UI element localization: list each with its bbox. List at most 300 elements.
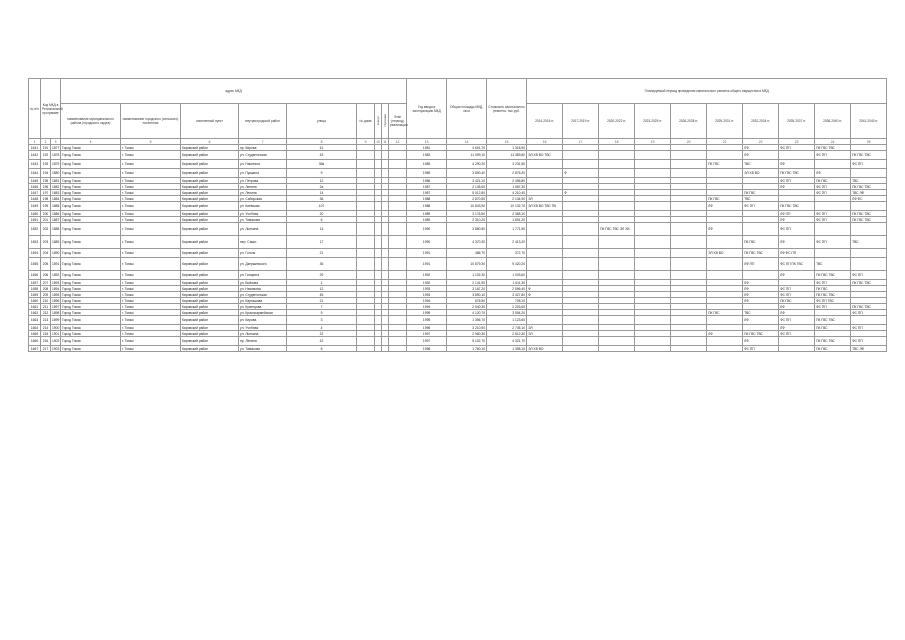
- table-cell[interactable]: 42: [287, 337, 357, 346]
- table-cell[interactable]: 1887: [52, 217, 60, 222]
- table-cell[interactable]: 1656: [29, 271, 41, 280]
- table-cell[interactable]: ул. Тимакова: [239, 346, 287, 352]
- table-cell[interactable]: 4 321,70: [487, 337, 527, 346]
- table-cell[interactable]: 1646: [29, 184, 41, 190]
- table-cell[interactable]: [375, 236, 382, 249]
- table-cell[interactable]: 4 601,70: [447, 145, 487, 151]
- table-cell[interactable]: [707, 151, 743, 160]
- table-cell[interactable]: ул. Петрова: [239, 178, 287, 184]
- table-cell[interactable]: ПК ГВС: [815, 346, 851, 352]
- table-cell[interactable]: 1647: [29, 190, 41, 196]
- table-cell[interactable]: Город Томск: [61, 196, 121, 202]
- table-cell[interactable]: 1652: [29, 223, 41, 236]
- table-cell[interactable]: ФС ПП: [779, 145, 815, 151]
- table-cell[interactable]: [382, 271, 389, 280]
- table-cell[interactable]: 21: [287, 249, 357, 258]
- table-cell[interactable]: ФС ПП: [851, 160, 887, 169]
- table-cell[interactable]: [599, 249, 635, 258]
- table-cell[interactable]: 191: [41, 145, 51, 151]
- table-cell[interactable]: ПК ГВС ТВС: [851, 184, 887, 190]
- table-cell[interactable]: Кировский район: [181, 151, 239, 160]
- table-cell[interactable]: [563, 236, 599, 249]
- table-cell[interactable]: 1989: [407, 217, 447, 223]
- table-cell[interactable]: [779, 151, 815, 160]
- table-cell[interactable]: 2 596,40: [487, 286, 527, 292]
- table-cell[interactable]: 199: [41, 202, 51, 211]
- table-cell[interactable]: [815, 202, 851, 211]
- table-cell[interactable]: г. Томск: [121, 190, 181, 196]
- table-cell[interactable]: ПК ГВС ТВС: [851, 304, 887, 310]
- table-cell[interactable]: 1992: [407, 271, 447, 280]
- table-cell[interactable]: 1655: [29, 258, 41, 271]
- table-cell[interactable]: [357, 258, 375, 271]
- table-cell[interactable]: ЛФ: [779, 310, 815, 316]
- table-cell[interactable]: Город Томск: [61, 286, 121, 292]
- table-cell[interactable]: ПК ГВС: [743, 190, 779, 196]
- table-cell[interactable]: ПК ГВС ТВС ЭЛ ХВ: [599, 223, 635, 236]
- table-cell[interactable]: 10 132,70: [487, 202, 527, 211]
- table-cell[interactable]: ПК ГВС: [815, 325, 851, 331]
- table-cell[interactable]: ул. Карташова: [239, 298, 287, 304]
- table-cell[interactable]: ПК ГВС ТВС: [743, 249, 779, 258]
- table-cell[interactable]: ул. Кирова: [239, 316, 287, 325]
- table-cell[interactable]: г. Томск: [121, 169, 181, 178]
- table-cell[interactable]: 1661: [29, 304, 41, 310]
- table-cell[interactable]: [527, 316, 563, 325]
- table-cell[interactable]: 21: [287, 298, 357, 304]
- table-cell[interactable]: 1644: [29, 169, 41, 178]
- table-cell[interactable]: 20: [287, 211, 357, 217]
- table-cell[interactable]: 1989: [407, 211, 447, 217]
- table-cell[interactable]: 1 358,10: [487, 346, 527, 352]
- table-cell[interactable]: [382, 151, 389, 160]
- table-cell[interactable]: [563, 249, 599, 258]
- table-cell[interactable]: [382, 316, 389, 325]
- table-cell[interactable]: 2 134,90: [487, 196, 527, 202]
- table-cell[interactable]: ТВС: [851, 236, 887, 249]
- table-cell[interactable]: 194: [41, 169, 51, 178]
- table-cell[interactable]: [599, 271, 635, 280]
- table-cell[interactable]: 3 176,50: [447, 211, 487, 217]
- table-cell[interactable]: ЛФ ФС ПП: [779, 249, 815, 258]
- table-cell[interactable]: ФС ПП: [815, 211, 851, 217]
- table-cell[interactable]: ПК ГВС: [707, 160, 743, 169]
- table-cell[interactable]: ЛФ: [779, 160, 815, 169]
- table-cell[interactable]: 1899: [51, 316, 61, 325]
- table-cell[interactable]: [563, 271, 599, 280]
- table-cell[interactable]: г. Томск: [121, 298, 181, 304]
- table-cell[interactable]: [357, 249, 375, 258]
- table-cell[interactable]: ПК ГВС ТВС: [851, 280, 887, 286]
- table-cell[interactable]: 193: [41, 160, 51, 169]
- table-cell[interactable]: 1662: [29, 310, 41, 316]
- table-cell[interactable]: ЛФ: [743, 337, 779, 346]
- table-cell[interactable]: г. Томск: [121, 249, 181, 258]
- table-cell[interactable]: Кировский район: [181, 236, 239, 249]
- table-cell[interactable]: ЛФ: [779, 271, 815, 280]
- table-cell[interactable]: 1890: [51, 249, 61, 258]
- table-cell[interactable]: [707, 337, 743, 346]
- table-cell[interactable]: ПК ГВС: [707, 310, 743, 316]
- table-cell[interactable]: 1879: [51, 160, 61, 169]
- table-cell[interactable]: Кировский район: [181, 196, 239, 202]
- table-cell[interactable]: 2 876,20: [487, 169, 527, 178]
- table-cell[interactable]: 3 890,40: [447, 169, 487, 178]
- table-cell[interactable]: 208: [41, 286, 51, 292]
- table-cell[interactable]: [707, 316, 743, 325]
- table-cell[interactable]: ул. Войкова: [239, 280, 287, 286]
- table-cell[interactable]: [743, 223, 779, 236]
- table-cell[interactable]: 1897: [52, 304, 60, 309]
- table-cell[interactable]: Кировский район: [181, 145, 239, 151]
- table-cell[interactable]: Город Томск: [61, 271, 121, 280]
- table-cell[interactable]: Город Томск: [61, 211, 121, 217]
- table-cell[interactable]: ул. Студенческая: [239, 151, 287, 160]
- table-cell[interactable]: [357, 271, 375, 280]
- table-cell[interactable]: г. Томск: [121, 304, 181, 310]
- table-cell[interactable]: 3 167,20: [447, 286, 487, 292]
- table-cell[interactable]: 1895: [52, 292, 60, 297]
- table-cell[interactable]: ПК ГВС ТВС: [815, 337, 851, 346]
- table-cell[interactable]: 705,10: [487, 298, 527, 304]
- table-cell[interactable]: Город Томск: [61, 331, 121, 337]
- table-cell[interactable]: г. Томск: [121, 211, 181, 217]
- table-cell[interactable]: 1654: [29, 249, 41, 258]
- table-cell[interactable]: Город Томск: [61, 298, 121, 304]
- table-cell[interactable]: [375, 271, 382, 280]
- table-cell[interactable]: 4 120,70: [447, 310, 487, 316]
- table-cell[interactable]: 1886: [52, 211, 60, 216]
- table-cell[interactable]: [382, 249, 389, 258]
- table-cell[interactable]: ЛФ: [815, 169, 851, 178]
- table-cell[interactable]: [389, 337, 407, 346]
- table-cell[interactable]: 2 456,80: [487, 178, 527, 184]
- table-cell[interactable]: [375, 337, 382, 346]
- table-cell[interactable]: Кировский район: [181, 184, 239, 190]
- table-cell[interactable]: ЭЛ: [527, 196, 563, 202]
- table-cell[interactable]: 3 880,50: [447, 223, 487, 236]
- table-cell[interactable]: 7: [287, 304, 357, 310]
- table-cell[interactable]: 1894: [52, 286, 60, 291]
- table-cell[interactable]: ФС ПП ПК ГВС: [779, 258, 815, 271]
- table-cell[interactable]: Город Томск: [61, 217, 121, 223]
- table-cell[interactable]: 1 123,60: [487, 316, 527, 325]
- table-cell[interactable]: ЛФ ФС: [851, 196, 887, 202]
- table-cell[interactable]: ул. Лыткина: [239, 223, 287, 236]
- table-cell[interactable]: г. Томск: [121, 292, 181, 298]
- table-cell[interactable]: 1663: [29, 316, 41, 325]
- table-cell[interactable]: 1900: [52, 325, 60, 330]
- table-cell[interactable]: Ф: [563, 169, 599, 178]
- table-cell[interactable]: ПК ГВС: [743, 236, 779, 249]
- table-cell[interactable]: 9: [287, 310, 357, 316]
- table-cell[interactable]: Город Томск: [61, 202, 121, 211]
- table-cell[interactable]: 1 771,50: [487, 223, 527, 236]
- table-cell[interactable]: 2 870,50: [447, 196, 487, 202]
- table-cell[interactable]: ФС ПП: [815, 184, 851, 190]
- table-cell[interactable]: ФС ПП: [851, 337, 887, 346]
- table-cell[interactable]: ФС ПП: [779, 316, 815, 325]
- table-cell[interactable]: ПК ГВС ТВС: [851, 217, 887, 223]
- table-cell[interactable]: 1650: [29, 211, 41, 217]
- table-cell[interactable]: 4: [287, 325, 357, 331]
- table-cell[interactable]: ПК ГВС: [815, 286, 851, 292]
- table-cell[interactable]: 217: [41, 346, 51, 352]
- table-cell[interactable]: ЭЛ ХВ ВО ТВС: [527, 151, 563, 160]
- table-cell[interactable]: ЭЛ: [527, 325, 563, 331]
- table-cell[interactable]: [563, 202, 599, 211]
- table-cell[interactable]: 9: [287, 169, 357, 178]
- table-cell[interactable]: Город Томск: [61, 184, 121, 190]
- table-cell[interactable]: 1992: [407, 280, 447, 286]
- table-cell[interactable]: [563, 316, 599, 325]
- table-cell[interactable]: ПК ГВС ТВС: [815, 271, 851, 280]
- table-cell[interactable]: ФС ПП: [743, 202, 779, 211]
- table-cell[interactable]: 10 879,30: [447, 258, 487, 271]
- table-cell[interactable]: 1649: [29, 202, 41, 211]
- table-cell[interactable]: ЛФ: [707, 202, 743, 211]
- table-cell[interactable]: 1987: [407, 184, 447, 190]
- table-cell[interactable]: 1988: [407, 196, 447, 202]
- table-cell[interactable]: [815, 223, 851, 236]
- table-cell[interactable]: [527, 337, 563, 346]
- table-cell[interactable]: пер. Сакко: [239, 236, 287, 249]
- table-cell[interactable]: [382, 160, 389, 169]
- table-cell[interactable]: ул. Красноармейская: [239, 310, 287, 316]
- table-cell[interactable]: ПК ГВС ТВС: [779, 202, 815, 211]
- table-cell[interactable]: Ф: [527, 292, 563, 298]
- table-cell[interactable]: ЛФ: [743, 298, 779, 304]
- table-cell[interactable]: 1877: [52, 145, 60, 150]
- table-cell[interactable]: [707, 169, 743, 178]
- table-cell[interactable]: 197: [41, 190, 51, 196]
- table-cell[interactable]: [635, 258, 671, 271]
- table-cell[interactable]: [707, 346, 743, 352]
- table-cell[interactable]: 1665: [29, 331, 41, 337]
- table-cell[interactable]: ЭЛ ХВ ВО: [743, 169, 779, 178]
- table-cell[interactable]: 1893: [52, 280, 60, 285]
- table-cell[interactable]: г. Томск: [121, 236, 181, 249]
- table-cell[interactable]: г. Томск: [121, 196, 181, 202]
- table-cell[interactable]: Город Томск: [61, 258, 121, 271]
- table-cell[interactable]: 12: [287, 178, 357, 184]
- table-cell[interactable]: ПК ГВС ТВС: [779, 169, 815, 178]
- table-cell[interactable]: 205: [41, 258, 51, 271]
- table-cell[interactable]: ул. Студенческая: [239, 292, 287, 298]
- table-cell[interactable]: Город Томск: [61, 280, 121, 286]
- table-cell[interactable]: 11 099,10: [447, 151, 487, 160]
- table-cell[interactable]: [389, 202, 407, 211]
- table-cell[interactable]: ФС ПП ТВС: [815, 298, 851, 304]
- table-cell[interactable]: 210: [41, 298, 51, 304]
- table-cell[interactable]: ФС ПП: [815, 304, 851, 310]
- table-cell[interactable]: 2 203,60: [487, 304, 527, 310]
- table-cell[interactable]: 1641: [29, 145, 41, 151]
- table-cell[interactable]: [389, 151, 407, 160]
- table-cell[interactable]: [779, 346, 815, 352]
- table-cell[interactable]: [671, 258, 707, 271]
- table-cell[interactable]: [389, 346, 407, 352]
- table-cell[interactable]: г. Томск: [121, 271, 181, 280]
- table-cell[interactable]: 195: [41, 178, 51, 184]
- table-cell[interactable]: 1990: [407, 236, 447, 249]
- table-cell[interactable]: ПК ГВС: [815, 178, 851, 184]
- table-cell[interactable]: 1990: [407, 223, 447, 236]
- table-cell[interactable]: пр. Кирова: [239, 145, 287, 151]
- table-cell[interactable]: Кировский район: [181, 249, 239, 258]
- table-cell[interactable]: Город Томск: [61, 337, 121, 346]
- table-cell[interactable]: ул. Дзержинского: [239, 258, 287, 271]
- table-cell[interactable]: 4 290,20: [447, 160, 487, 169]
- table-cell[interactable]: г. Томск: [121, 160, 181, 169]
- table-cell[interactable]: Город Томск: [61, 236, 121, 249]
- table-cell[interactable]: 204: [41, 249, 51, 258]
- table-cell[interactable]: 1882: [52, 184, 60, 189]
- table-cell[interactable]: [382, 202, 389, 211]
- table-cell[interactable]: [815, 160, 851, 169]
- table-cell[interactable]: ул. Ленина: [239, 190, 287, 196]
- table-cell[interactable]: 192: [41, 151, 51, 160]
- table-cell[interactable]: 22: [287, 331, 357, 337]
- table-cell[interactable]: ПК ГВС ТВС: [815, 145, 851, 151]
- table-cell[interactable]: г. Томск: [121, 331, 181, 337]
- table-cell[interactable]: [635, 160, 671, 169]
- table-cell[interactable]: 2 145,60: [447, 184, 487, 190]
- table-cell[interactable]: [851, 316, 887, 325]
- table-cell[interactable]: ПК ГВС ТВС: [743, 331, 779, 337]
- table-cell[interactable]: Кировский район: [181, 190, 239, 196]
- table-cell[interactable]: ПК ГВС ТВС: [815, 292, 851, 298]
- table-cell[interactable]: [671, 202, 707, 211]
- table-cell[interactable]: 1667: [29, 346, 41, 352]
- table-cell[interactable]: [357, 202, 375, 211]
- table-cell[interactable]: ул. Кузнецова: [239, 304, 287, 310]
- table-cell[interactable]: 1981: [407, 145, 447, 151]
- table-cell[interactable]: ТВС: [743, 160, 779, 169]
- table-cell[interactable]: 1658: [29, 286, 41, 292]
- table-cell[interactable]: [635, 346, 671, 352]
- table-cell[interactable]: ПК ГВС ТВС: [851, 151, 887, 160]
- table-cell[interactable]: 1993: [407, 286, 447, 292]
- table-cell[interactable]: 2 980,30: [447, 331, 487, 337]
- table-cell[interactable]: ФС ПП: [815, 280, 851, 286]
- table-cell[interactable]: [851, 258, 887, 271]
- table-cell[interactable]: [389, 271, 407, 280]
- table-cell[interactable]: пр. Ленина: [239, 337, 287, 346]
- table-cell[interactable]: г. Томск: [121, 202, 181, 211]
- table-cell[interactable]: г. Томск: [121, 325, 181, 331]
- table-cell[interactable]: [563, 337, 599, 346]
- table-cell[interactable]: 1653: [29, 236, 41, 249]
- table-cell[interactable]: [599, 346, 635, 352]
- table-cell[interactable]: 2а: [287, 184, 357, 190]
- table-cell[interactable]: 3 421,10: [447, 178, 487, 184]
- table-cell[interactable]: [635, 249, 671, 258]
- table-cell[interactable]: Кировский район: [181, 310, 239, 316]
- table-cell[interactable]: [635, 169, 671, 178]
- table-cell[interactable]: 211: [41, 304, 51, 310]
- table-cell[interactable]: [671, 249, 707, 258]
- table-cell[interactable]: 1998: [407, 346, 447, 352]
- table-cell[interactable]: [357, 223, 375, 236]
- table-cell[interactable]: г. Томск: [121, 151, 181, 160]
- table-cell[interactable]: ФС ПП: [779, 286, 815, 292]
- table-cell[interactable]: [671, 169, 707, 178]
- table-cell[interactable]: [527, 169, 563, 178]
- table-cell[interactable]: 4 210,40: [487, 190, 527, 196]
- table-cell[interactable]: 3 890,10: [447, 292, 487, 298]
- table-cell[interactable]: 5 102,70: [447, 337, 487, 346]
- table-row[interactable]: [29, 316, 887, 325]
- table-cell[interactable]: ФС ПП: [815, 151, 851, 160]
- table-cell[interactable]: 1991: [407, 258, 447, 271]
- table-cell[interactable]: 1643: [29, 160, 41, 169]
- table-cell[interactable]: ул. Ленина: [239, 184, 287, 190]
- table-cell[interactable]: 196: [41, 184, 51, 190]
- table-cell[interactable]: [599, 258, 635, 271]
- table-cell[interactable]: [599, 202, 635, 211]
- table-cell[interactable]: 200: [41, 211, 51, 217]
- table-cell[interactable]: ЛФ: [707, 223, 743, 236]
- table-cell[interactable]: 1991: [407, 249, 447, 258]
- table-cell[interactable]: [375, 160, 382, 169]
- table-cell[interactable]: ФС ПП: [779, 292, 815, 298]
- table-cell[interactable]: [599, 337, 635, 346]
- table-cell[interactable]: ЛФ: [779, 184, 815, 190]
- table-cell[interactable]: г. Томск: [121, 316, 181, 325]
- table-row[interactable]: [29, 169, 887, 178]
- table-cell[interactable]: Кировский район: [181, 202, 239, 211]
- table-cell[interactable]: ПК ГВС: [707, 196, 743, 202]
- table-cell[interactable]: 1 003,60: [487, 271, 527, 280]
- table-cell[interactable]: [382, 236, 389, 249]
- table-cell[interactable]: ул. Пушкина: [239, 169, 287, 178]
- table-cell[interactable]: [375, 202, 382, 211]
- table-cell[interactable]: 3: [287, 316, 357, 325]
- table-cell[interactable]: [599, 316, 635, 325]
- table-cell[interactable]: ул. Учебная: [239, 211, 287, 217]
- table-cell[interactable]: [389, 160, 407, 169]
- table-cell[interactable]: [635, 316, 671, 325]
- table-cell[interactable]: г. Томск: [121, 217, 181, 223]
- table-cell[interactable]: Кировский район: [181, 346, 239, 352]
- table-cell[interactable]: 5 012,80: [447, 190, 487, 196]
- table-cell[interactable]: 2 512,30: [487, 331, 527, 337]
- table-cell[interactable]: [527, 223, 563, 236]
- table-cell[interactable]: ТВС ЛФ: [851, 346, 887, 352]
- table-cell[interactable]: 216: [41, 337, 51, 346]
- table-cell[interactable]: 207: [41, 280, 51, 286]
- table-cell[interactable]: ЛФ: [779, 217, 815, 223]
- table-cell[interactable]: 1884: [52, 196, 60, 201]
- table-cell[interactable]: Кировский район: [181, 160, 239, 169]
- table-cell[interactable]: ул. Киевская: [239, 202, 287, 211]
- table-cell[interactable]: [389, 316, 407, 325]
- table-cell[interactable]: ЭЛ ХВ ВО: [527, 346, 563, 352]
- table-cell[interactable]: [357, 160, 375, 169]
- table-cell[interactable]: [375, 258, 382, 271]
- table-cell[interactable]: ФС ПП: [779, 223, 815, 236]
- table-cell[interactable]: [635, 236, 671, 249]
- table-cell[interactable]: 201: [41, 217, 51, 223]
- table-cell[interactable]: Кировский район: [181, 325, 239, 331]
- table-cell[interactable]: [375, 169, 382, 178]
- table-cell[interactable]: Город Томск: [61, 325, 121, 331]
- table-cell[interactable]: Кировский район: [181, 337, 239, 346]
- table-cell[interactable]: [382, 337, 389, 346]
- table-cell[interactable]: [671, 236, 707, 249]
- table-cell[interactable]: ЛФ: [779, 325, 815, 331]
